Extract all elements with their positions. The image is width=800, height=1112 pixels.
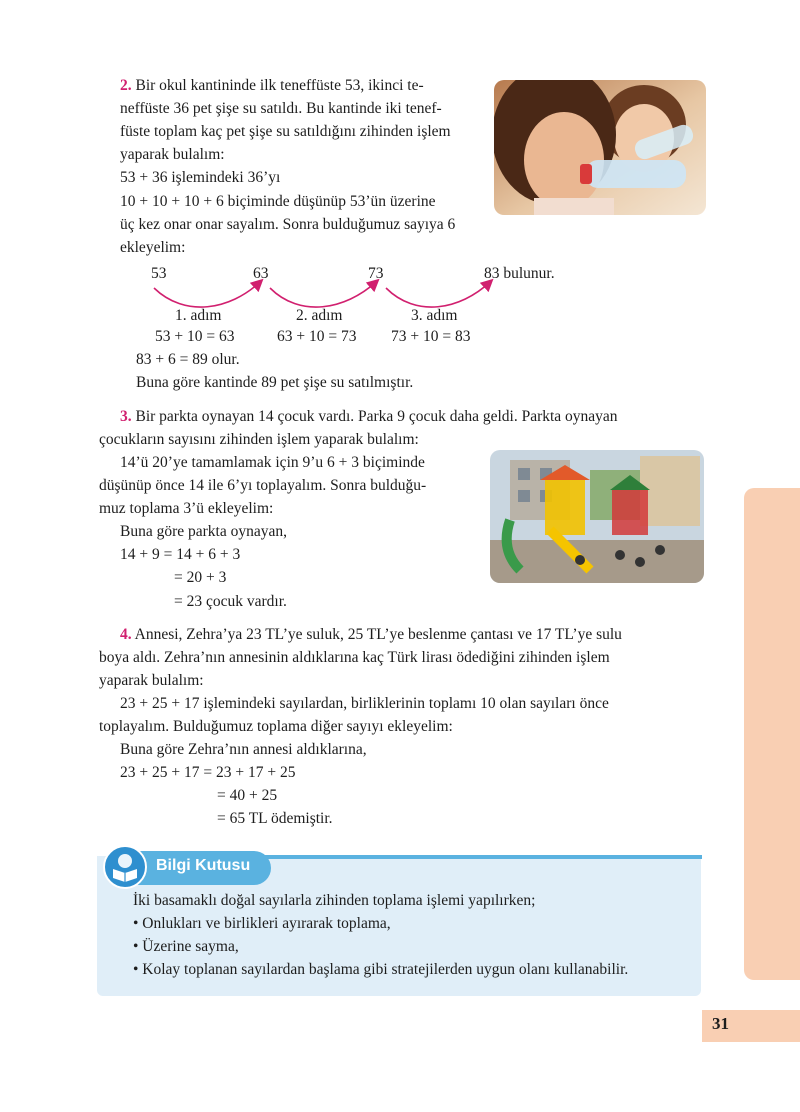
section-3-line-2: çocukların sayısını zihinden işlem yaparak bulalım:: [99, 431, 419, 448]
section-3-eq-2: = 20 + 3: [174, 569, 227, 586]
section-4-line-3: yaparak bulalım:: [99, 672, 204, 689]
section-2-line-4: yaparak bulalım:: [120, 146, 225, 163]
photo-playground: [490, 450, 704, 583]
jump-value-3: 73: [368, 265, 384, 282]
section-2-result: 83 + 6 = 89 olur.: [136, 351, 240, 368]
info-box-item-1: • Onlukları ve birlikleri ayırarak toplama,: [133, 915, 391, 932]
open-book-icon: [103, 845, 147, 889]
side-tab: [744, 488, 800, 980]
section-4-number: 4.: [120, 626, 132, 643]
info-box-item-3: • Kolay toplanan sayılardan başlama gibi stratejilerden uygun olanı kullanabilir.: [133, 961, 629, 978]
jump-equation-3: 73 + 10 = 83: [391, 328, 471, 345]
section-3-text-3: muz toplama 3’ü ekleyelim:: [99, 500, 274, 517]
section-2-line-2: neffüste 36 pet şişe su satıldı. Bu kantinde iki tenef-: [120, 100, 442, 117]
section-3-text-2: düşünüp önce 14 ile 6’yı toplayalım. Sonra bulduğu-: [99, 477, 427, 494]
section-4-eq-1: 23 + 25 + 17 = 23 + 17 + 25: [120, 764, 296, 781]
jump-step-2: 2. adım: [296, 307, 343, 324]
section-4-eq-2: = 40 + 25: [217, 787, 278, 804]
section-2-conclusion: Buna göre kantinde 89 pet şişe su satılmıştır.: [136, 374, 414, 391]
section-3-line-1: 3. Bir parkta oynayan 14 çocuk vardı. Parka 9 çocuk daha geldi. Parkta oynayan: [120, 408, 618, 425]
section-4-line-1: 4. Annesi, Zehra’ya 23 TL’ye suluk, 25 TL’ye beslenme çantası ve 17 TL’ye sulu: [120, 626, 622, 643]
section-3-text-1: 14’ü 20’ye tamamlamak için 9’u 6 + 3 biçiminde: [120, 454, 425, 471]
section-3-lead: Buna göre parkta oynayan,: [120, 523, 287, 540]
section-3-eq-3: = 23 çocuk vardır.: [174, 593, 287, 610]
section-2-line-3: füste toplam kaç pet şişe su satıldığını zihinden işlem: [120, 123, 451, 140]
section-4-text-1: 23 + 25 + 17 işlemindeki sayılardan, birliklerinin toplamı 10 olan sayıları önce: [120, 695, 609, 712]
section-2-step-a: 53 + 36 işlemindeki 36’yı: [120, 169, 281, 186]
info-box-lead: İki basamaklı doğal sayılarla zihinden toplama işlemi yapılırken;: [133, 892, 536, 909]
jump-equation-1: 53 + 10 = 63: [155, 328, 235, 345]
section-3-eq-1: 14 + 9 = 14 + 6 + 3: [120, 546, 241, 563]
jump-step-1: 1. adım: [175, 307, 222, 324]
section-3-number: 3.: [120, 408, 132, 425]
jump-equation-2: 63 + 10 = 73: [277, 328, 357, 345]
section-2-line-1: 2. Bir okul kantininde ilk teneffüste 53, ikinci te-: [120, 77, 424, 94]
info-box-title: Bilgi Kutusu: [156, 857, 251, 874]
jump-step-3: 3. adım: [411, 307, 458, 324]
page-number: 31: [712, 1014, 729, 1033]
section-2-step-b-3: ekleyelim:: [120, 239, 186, 256]
section-4-eq-3: = 65 TL ödemiştir.: [217, 810, 333, 827]
info-box-item-2: • Üzerine sayma,: [133, 938, 239, 955]
photo-children-drinking-water: [494, 80, 706, 215]
section-4-text-2: toplayalım. Bulduğumuz toplama diğer sayıyı ekleyelim:: [99, 718, 453, 735]
section-4-line-2: boya aldı. Zehra’nın annesinin aldıklarına kaç Türk lirası ödediğini zihinden işlem: [99, 649, 610, 666]
jump-arrow-1: [154, 282, 260, 307]
section-2-step-b-2: üç kez onar onar sayalım. Sonra bulduğumuz sayıya 6: [120, 216, 456, 233]
jump-value-2: 63: [253, 265, 269, 282]
section-2-step-b-1: 10 + 10 + 10 + 6 biçiminde düşünüp 53’ün üzerine: [120, 193, 436, 210]
section-4-lead: Buna göre Zehra’nın annesi aldıklarına,: [120, 741, 367, 758]
jump-arrow-3: [386, 282, 490, 307]
jump-arrow-2: [270, 282, 376, 307]
section-2-number: 2.: [120, 77, 132, 94]
jump-value-4: 83 bulunur.: [484, 265, 555, 282]
jump-value-1: 53: [151, 265, 167, 282]
